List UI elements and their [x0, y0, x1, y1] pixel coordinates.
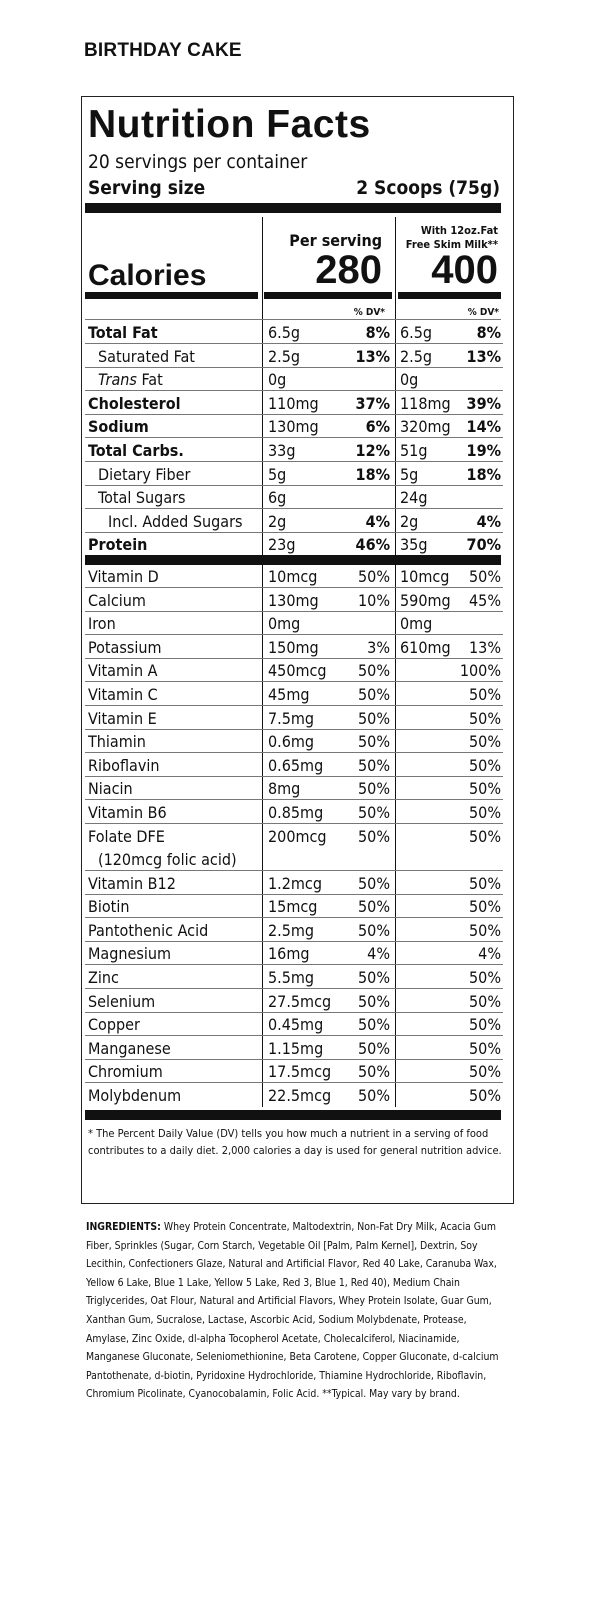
nutrient-name: Thiamin — [88, 732, 146, 752]
dv-header-2: % DV* — [467, 307, 499, 318]
nutrient-row — [82, 321, 515, 344]
amount-per-serving: 2.5g — [268, 346, 301, 366]
amount-per-serving: 130mg — [268, 417, 319, 437]
nutrient-row — [82, 415, 515, 438]
nutrient-name: Vitamin B12 — [88, 873, 176, 893]
nutrient-name: Calcium — [88, 590, 146, 610]
dv-with-milk: 70% — [466, 535, 501, 555]
dv-with-milk: 8% — [476, 323, 501, 342]
amount-per-serving: 0.6mg — [268, 732, 315, 752]
dv-header-divider — [85, 319, 501, 320]
dv-per-serving: 50% — [358, 803, 390, 822]
nutrient-row — [82, 801, 515, 824]
nutrient-row — [82, 439, 515, 462]
dv-with-milk: 39% — [466, 393, 501, 413]
dv-per-serving: 4% — [367, 944, 390, 964]
nutrient-name-prefix: Trans — [98, 370, 137, 390]
dv-with-milk: 13% — [466, 346, 501, 366]
dv-per-serving: 50% — [358, 968, 390, 987]
ingredients-text: Whey Protein Concentrate, Maltodextrin, Non-Fat Dry Milk, Acacia Gum Fiber, Sprinkles (Sugar, Corn Starch, Vegetable Oil [Palm, Palm Kernel], Dextrin, Soy Lecithin, Confectioners Glaze, Natural and Artificial Flavor, Red 40 Lake, Caranuba Wax, Yellow 6 Lake, Blue 1 Lake, Yellow 5 Lake, Red 3, Blue 1, Red 40), Medium Chain Triglycerides, Oat Flour, Natural and Artificial Flavors, Whey Protein Isolate, Guar Gum, Xanthan Gum, Sucralose, Lactase, Ascorbic Acid, Sodium Molybdenate, Protease, Amylase, Zinc Oxide, dl-alpha Tocopherol Acetate, Cholecalciferol, Niacinamide, Manganese Gluconate, Seleniomethionine, Beta Carotene, Copper Gluconate, d-calcium Pantothenate, d-biotin, Pyridoxine Hydrochloride, Thiamine Hydrochloride, Riboflavin, Chromium Picolinate, Cyanocobalamin, Folic Acid. **Typical. May vary by brand. — [86, 1221, 499, 1401]
nutrient-name-rest: Fat — [136, 370, 163, 390]
dv-per-serving: 50% — [358, 708, 390, 728]
nutrient-row — [82, 392, 515, 415]
amount-per-serving: 0mg — [268, 614, 301, 634]
nutrient-name: Vitamin B6 — [88, 803, 167, 822]
nutrient-row — [82, 872, 515, 895]
nutrient-row — [82, 895, 515, 918]
amount-per-serving: 7.5mg — [268, 708, 315, 728]
dv-with-milk: 50% — [469, 1086, 501, 1105]
amount-per-serving: 5.5mg — [268, 968, 315, 987]
dv-per-serving: 8% — [365, 323, 390, 342]
amount-per-serving: 110mg — [268, 393, 319, 413]
dv-per-serving: 50% — [358, 897, 390, 917]
thick-divider-bottom — [85, 1110, 501, 1120]
nutrient-row — [82, 942, 515, 965]
amount-per-serving: 0.85mg — [268, 803, 324, 822]
amount-per-serving: 15mcg — [268, 897, 318, 917]
nutrient-row — [82, 1060, 515, 1083]
dv-with-milk: 50% — [469, 803, 501, 822]
dv-with-milk: 13% — [469, 637, 501, 657]
nutrient-name — [98, 370, 163, 389]
amount-with-milk: 0g — [400, 370, 419, 390]
dv-with-milk: 50% — [469, 826, 501, 846]
calories-bar-mid — [264, 292, 392, 299]
dv-with-milk: 50% — [469, 1038, 501, 1058]
amount-per-serving: 1.2mcg — [268, 873, 322, 893]
ingredients — [86, 1218, 506, 1404]
dv-per-serving: 6% — [365, 417, 390, 437]
thick-divider-mid — [85, 555, 501, 565]
amount-per-serving: 0g — [268, 370, 287, 390]
amount-per-serving: 27.5mcg — [268, 991, 332, 1011]
dv-with-milk: 4% — [476, 511, 501, 531]
calories-with-milk: 400 — [431, 248, 498, 292]
dv-per-serving: 37% — [355, 393, 390, 413]
dv-with-milk: 50% — [469, 779, 501, 799]
nutrient-name: Chromium — [88, 1062, 163, 1082]
nutrient-row — [82, 659, 515, 682]
calories-per-serving: 280 — [315, 248, 382, 292]
nutrient-row — [82, 565, 515, 588]
amount-per-serving: 33g — [268, 441, 296, 460]
dv-per-serving: 50% — [358, 826, 390, 846]
thick-divider-top — [85, 203, 501, 213]
nutrient-name: Folate DFE — [88, 826, 165, 846]
dv-per-serving: 50% — [358, 755, 390, 775]
nutrient-name: Copper — [88, 1015, 140, 1035]
with-milk-label-1: With 12oz.Fat — [420, 224, 498, 237]
amount-per-serving: 0.65mg — [268, 755, 324, 775]
nutrient-row — [82, 463, 515, 486]
nutrient-name: Total Sugars — [98, 488, 186, 508]
dv-with-milk: 19% — [466, 441, 501, 460]
amount-per-serving: 200mcg — [268, 826, 327, 846]
with-milk-label-2: Free Skim Milk** — [405, 238, 498, 251]
nutrient-name: Protein — [88, 535, 148, 555]
dv-with-milk: 50% — [469, 897, 501, 917]
nutrient-row — [82, 612, 515, 635]
dv-per-serving: 46% — [355, 535, 390, 555]
dv-with-milk: 50% — [469, 1062, 501, 1082]
dv-with-milk: 18% — [466, 464, 501, 484]
dv-with-milk: 100% — [459, 661, 501, 681]
dv-with-milk: 45% — [469, 590, 501, 610]
amount-per-serving: 0.45mg — [268, 1015, 324, 1035]
calories-label: Calories — [88, 259, 207, 292]
dv-with-milk: 50% — [469, 920, 501, 940]
amount-per-serving: 6g — [268, 488, 287, 508]
amount-with-milk: 2g — [400, 511, 419, 531]
dv-with-milk: 50% — [469, 968, 501, 987]
amount-with-milk: 35g — [400, 535, 428, 555]
amount-per-serving: 16mg — [268, 944, 310, 964]
nutrient-name: Biotin — [88, 897, 130, 917]
nutrient-name: Molybdenum — [88, 1086, 182, 1105]
nutrient-name: Total Fat — [88, 323, 158, 342]
amount-per-serving: 2.5mg — [268, 920, 315, 940]
nutrient-row — [82, 683, 515, 706]
dv-header-1: % DV* — [353, 307, 385, 318]
nutrient-row — [82, 510, 515, 533]
nutrient-name: Incl. Added Sugars — [108, 511, 243, 531]
dv-per-serving: 18% — [355, 464, 390, 484]
dv-per-serving: 12% — [355, 441, 390, 460]
nutrient-name: Riboflavin — [88, 755, 160, 775]
nutrient-name: Vitamin E — [88, 708, 157, 728]
nutrient-row — [82, 754, 515, 777]
amount-per-serving: 10mcg — [268, 567, 318, 586]
amount-per-serving: 8mg — [268, 779, 301, 799]
nutrient-row — [82, 1037, 515, 1060]
flavor-name: BIRTHDAY CAKE — [84, 40, 242, 61]
nutrient-name: Vitamin A — [88, 661, 158, 681]
calories-bar-right — [398, 292, 501, 299]
serving-size-value: 2 Scoops (75g) — [356, 177, 500, 199]
nutrient-row — [82, 533, 515, 556]
dv-per-serving: 50% — [358, 991, 390, 1011]
dv-with-milk: 50% — [469, 732, 501, 752]
nutrient-row — [82, 1013, 515, 1036]
dv-per-serving: 50% — [358, 661, 390, 681]
nutrient-name: Iron — [88, 614, 116, 634]
dv-with-milk: 50% — [469, 1015, 501, 1035]
nutrient-name: Niacin — [88, 779, 133, 799]
dv-per-serving: 10% — [358, 590, 390, 610]
dv-per-serving: 50% — [358, 1015, 390, 1035]
nutrient-row — [82, 825, 515, 871]
nutrient-name: Magnesium — [88, 944, 172, 964]
dv-per-serving: 13% — [355, 346, 390, 366]
amount-per-serving: 130mg — [268, 590, 319, 610]
dv-per-serving: 50% — [358, 567, 390, 586]
amount-per-serving: 2g — [268, 511, 287, 531]
nutrient-name: Saturated Fat — [98, 346, 195, 366]
amount-per-serving: 450mcg — [268, 661, 327, 681]
nutrient-row — [82, 486, 515, 509]
amount-with-milk: 51g — [400, 441, 428, 460]
dv-with-milk: 4% — [478, 944, 501, 964]
daily-value-footnote: * The Percent Daily Value (DV) tells you how much a nutrient in a serving of food contributes to a daily diet. 2,000 calories a day is used for general nutrition advice. — [88, 1127, 502, 1157]
dv-with-milk: 14% — [466, 417, 501, 437]
nutrient-name: Dietary Fiber — [98, 464, 191, 484]
amount-with-milk: 2.5g — [400, 346, 433, 366]
dv-with-milk: 50% — [469, 708, 501, 728]
nutrient-row — [82, 777, 515, 800]
nutrient-name: Zinc — [88, 968, 119, 987]
amount-per-serving: 5g — [268, 464, 287, 484]
dv-with-milk: 50% — [469, 873, 501, 893]
servings-per-container: 20 servings per container — [88, 151, 308, 173]
nutrient-row — [82, 345, 515, 368]
ingredients-label: INGREDIENTS: — [86, 1221, 161, 1233]
nutrient-row — [82, 990, 515, 1013]
amount-per-serving: 45mg — [268, 685, 310, 704]
nutrient-row — [82, 589, 515, 612]
per-serving-label: Per serving — [289, 231, 382, 250]
amount-per-serving: 17.5mcg — [268, 1062, 332, 1082]
nutrient-name: Vitamin D — [88, 567, 159, 586]
serving-size-label: Serving size — [88, 177, 206, 199]
dv-with-milk: 50% — [469, 755, 501, 775]
amount-with-milk: 320mg — [400, 417, 451, 437]
nutrient-row — [82, 919, 515, 942]
dv-per-serving: 4% — [365, 511, 390, 531]
nutrient-row — [82, 730, 515, 753]
dv-per-serving: 50% — [358, 1086, 390, 1105]
nutrient-row — [82, 368, 515, 391]
nutrient-row — [82, 636, 515, 659]
dv-per-serving: 50% — [358, 1038, 390, 1058]
dv-per-serving: 50% — [358, 685, 390, 704]
nutrient-name: Pantothenic Acid — [88, 920, 209, 940]
nutrient-name: Cholesterol — [88, 393, 181, 413]
amount-with-milk: 610mg — [400, 637, 451, 657]
dv-with-milk: 50% — [469, 991, 501, 1011]
dv-per-serving: 50% — [358, 873, 390, 893]
amount-with-milk: 24g — [400, 488, 428, 508]
nutrient-name: Total Carbs. — [88, 441, 184, 460]
amount-per-serving: 150mg — [268, 637, 319, 657]
dv-per-serving: 50% — [358, 1062, 390, 1082]
label-title: Nutrition Facts — [88, 103, 371, 146]
amount-with-milk: 10mcg — [400, 567, 450, 586]
amount-per-serving: 6.5g — [268, 323, 301, 342]
amount-with-milk: 0mg — [400, 614, 433, 634]
dv-per-serving: 50% — [358, 920, 390, 940]
nutrient-row — [82, 707, 515, 730]
amount-with-milk: 590mg — [400, 590, 451, 610]
nutrient-row — [82, 1084, 515, 1107]
dv-with-milk: 50% — [469, 567, 501, 586]
amount-with-milk: 118mg — [400, 393, 451, 413]
calories-bar-left — [85, 292, 258, 299]
nutrient-row — [82, 966, 515, 989]
amount-with-milk: 5g — [400, 464, 419, 484]
row-divider — [85, 870, 503, 871]
nutrition-facts-panel — [81, 96, 514, 1204]
nutrient-subnote: (120mcg folic acid) — [98, 849, 237, 869]
dv-per-serving: 50% — [358, 779, 390, 799]
nutrient-name: Manganese — [88, 1038, 171, 1058]
amount-per-serving: 23g — [268, 535, 296, 555]
amount-with-milk: 6.5g — [400, 323, 433, 342]
amount-per-serving: 1.15mg — [268, 1038, 324, 1058]
nutrient-name: Sodium — [88, 417, 149, 437]
nutrient-name: Potassium — [88, 637, 162, 657]
nutrient-name: Vitamin C — [88, 685, 158, 704]
dv-per-serving: 3% — [367, 637, 390, 657]
nutrient-name: Selenium — [88, 991, 156, 1011]
amount-per-serving: 22.5mcg — [268, 1086, 332, 1105]
dv-with-milk: 50% — [469, 685, 501, 704]
dv-per-serving: 50% — [358, 732, 390, 752]
